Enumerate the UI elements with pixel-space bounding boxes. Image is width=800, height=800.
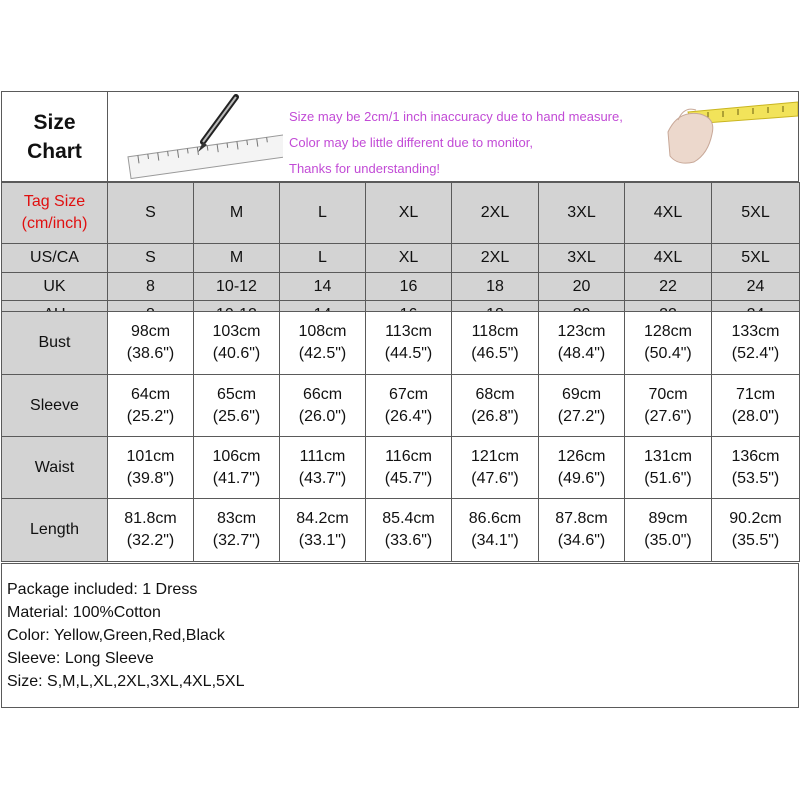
- measurement-cm: 101cm: [126, 448, 175, 465]
- measurement-cm: 85.4cm: [382, 510, 435, 527]
- row-label-text: Waist: [34, 459, 75, 476]
- measurement-cm: 106cm: [212, 448, 261, 465]
- measurement-inch: (42.5"): [298, 345, 347, 362]
- size-value: 22: [659, 278, 677, 295]
- size-value: M: [229, 249, 244, 266]
- measurement-cell: [279, 311, 366, 375]
- notice-line-2: Color may be little different due to monitor,: [289, 135, 533, 150]
- measurement-cm: 118cm: [471, 323, 519, 340]
- measurement-cell: [279, 498, 366, 562]
- product-info-box: [1, 563, 799, 708]
- measurement-cm: 126cm: [557, 448, 606, 465]
- info-sizes: Size: S,M,L,XL,2XL,3XL,4XL,5XL: [7, 673, 245, 690]
- size-value: XL: [398, 249, 419, 266]
- row-label-text: Sleeve: [30, 397, 79, 414]
- measurement-inch: (45.7"): [384, 470, 433, 487]
- measurement-inch: (49.6"): [557, 470, 606, 487]
- measurement-inch: (44.5"): [384, 345, 433, 362]
- size-cell: [711, 272, 800, 302]
- measurement-cm: 71cm: [735, 386, 776, 403]
- measurement-cell: [711, 498, 800, 562]
- measurement-cm: 103cm: [212, 323, 261, 340]
- size-cell: [538, 272, 625, 302]
- measurement-cell: [193, 374, 280, 438]
- measurement-cm: 65cm: [216, 386, 257, 403]
- size-value: 24: [746, 278, 765, 295]
- measurement-cell: [365, 498, 452, 562]
- size-value: 16: [399, 278, 418, 295]
- tag-size-value: S: [145, 204, 156, 221]
- measurement-inch: (27.2"): [557, 408, 606, 425]
- measurement-inch: (26.0"): [298, 408, 347, 425]
- tag-size-value: 4XL: [653, 204, 683, 221]
- tag-size-label: [1, 182, 108, 244]
- tag-size-value: XL: [398, 204, 419, 221]
- tag-size-cell: [451, 182, 539, 244]
- measurement-cm: 121cm: [470, 448, 520, 465]
- size-value: L: [318, 249, 327, 266]
- measurement-inch: (25.6"): [212, 408, 261, 425]
- measurement-cm: 84.2cm: [296, 510, 349, 527]
- size-cell: [711, 243, 800, 273]
- row-label-usca: [1, 243, 108, 273]
- row-label-waist: [1, 436, 108, 500]
- measurement-cm: 136cm: [731, 448, 780, 465]
- info-color: Color: Yellow,Green,Red,Black: [7, 627, 225, 644]
- measurement-cm: 123cm: [557, 323, 606, 340]
- measurement-cell: [624, 436, 712, 500]
- size-value: 20: [572, 278, 591, 295]
- size-chart-title: [1, 91, 108, 182]
- size-value: 14: [313, 278, 332, 295]
- tag-size-cell: [365, 182, 452, 244]
- measurement-cell: [365, 311, 452, 375]
- measurement-cm: 89cm: [648, 510, 688, 527]
- measurement-cm: 111cm: [299, 448, 346, 465]
- size-value: 2XL: [480, 249, 510, 266]
- size-cell: [451, 272, 539, 302]
- measurement-inch: (53.5"): [731, 470, 780, 487]
- size-cell: [107, 243, 194, 273]
- measurement-cell: [538, 436, 625, 500]
- measurement-inch: (34.1"): [471, 532, 519, 549]
- size-cell: [107, 272, 194, 302]
- size-value: 5XL: [741, 249, 770, 266]
- tag-size-value: 2XL: [480, 204, 510, 221]
- measurement-cm: 90.2cm: [729, 510, 782, 527]
- tag-size-label-line-2: (cm/inch): [21, 215, 88, 232]
- size-cell: [193, 272, 280, 302]
- measurement-cm: 66cm: [302, 386, 343, 403]
- size-cell: [538, 243, 625, 273]
- measurement-cm: 86.6cm: [468, 510, 522, 527]
- measurement-cell: [624, 498, 712, 562]
- measurement-inch: (43.7"): [298, 470, 347, 487]
- size-cell: [365, 272, 452, 302]
- notice-line-1: Size may be 2cm/1 inch inaccuracy due to hand measure,: [289, 109, 623, 124]
- measurement-inch: (48.4"): [557, 345, 606, 362]
- measurement-cm: 68cm: [475, 386, 515, 403]
- notice-line-3: Thanks for understanding!: [289, 161, 441, 176]
- row-label-uk: [1, 272, 108, 302]
- measurement-cell: [711, 436, 800, 500]
- measurement-cell: [624, 311, 712, 375]
- size-cell: [624, 243, 712, 273]
- measurement-inch: (26.8"): [471, 408, 519, 425]
- measurement-cell: [193, 498, 280, 562]
- measurement-cell: [279, 374, 366, 438]
- measurement-cm: 128cm: [643, 323, 693, 340]
- measurement-cell: [107, 436, 194, 500]
- measurement-cm: 98cm: [130, 323, 171, 340]
- info-sleeve: Sleeve: Long Sleeve: [7, 650, 154, 667]
- size-value: 10-12: [216, 278, 257, 295]
- measurement-cm: 87.8cm: [555, 510, 608, 527]
- measurement-cm: 83cm: [216, 510, 257, 527]
- measurement-cell: [279, 436, 366, 500]
- title-line-2: Chart: [27, 139, 82, 163]
- size-chart-table: [0, 91, 800, 708]
- measurement-inch: (34.6"): [557, 532, 606, 549]
- measurement-inch: (41.7"): [212, 470, 261, 487]
- tag-size-cell: [279, 182, 366, 244]
- tag-size-value: 5XL: [741, 204, 770, 221]
- measurement-cell: [193, 311, 280, 375]
- row-label-text: UK: [43, 278, 66, 295]
- measurement-cell: [107, 498, 194, 562]
- tag-size-value: M: [229, 204, 244, 221]
- size-cell: [365, 243, 452, 273]
- tag-size-cell: [711, 182, 800, 244]
- tag-size-cell: [193, 182, 280, 244]
- measurement-inch: (25.2"): [126, 408, 175, 425]
- measurement-cm: 113cm: [385, 323, 432, 340]
- size-value: 3XL: [567, 249, 596, 266]
- pen-ruler-icon: [108, 92, 283, 181]
- tag-size-value: 3XL: [567, 204, 596, 221]
- measurement-inch: (27.6"): [644, 408, 692, 425]
- row-label-text: Length: [30, 521, 79, 538]
- info-material: Material: 100%Cotton: [7, 604, 161, 621]
- row-label-sleeve: [1, 374, 108, 438]
- measurement-cm: 131cm: [643, 448, 693, 465]
- measurement-inch: (32.2"): [126, 532, 175, 549]
- measurement-inch: (33.6"): [384, 532, 433, 549]
- size-cell: [624, 272, 712, 302]
- size-cell: [193, 243, 280, 273]
- measurement-cm: 116cm: [385, 448, 432, 465]
- measurement-inch: (39.8"): [126, 470, 175, 487]
- measurement-cm: 108cm: [298, 323, 347, 340]
- measurement-inch: (35.0"): [644, 532, 692, 549]
- tag-size-cell: [107, 182, 194, 244]
- measurement-cell: [624, 374, 712, 438]
- measurement-inch: (52.4"): [731, 345, 780, 362]
- measurement-inch: (33.1"): [298, 532, 347, 549]
- row-label-text: US/CA: [30, 249, 79, 266]
- measurement-cell: [711, 374, 800, 438]
- title-line-1: Size: [33, 110, 76, 134]
- size-value: 18: [486, 278, 504, 295]
- measurement-cm: 70cm: [648, 386, 688, 403]
- measurement-inch: (35.5"): [731, 532, 780, 549]
- measurement-cell: [538, 311, 625, 375]
- measurement-cell: [711, 311, 800, 375]
- tag-size-cell: [538, 182, 625, 244]
- size-value: S: [145, 249, 156, 266]
- tag-size-cell: [624, 182, 712, 244]
- size-cell: [279, 243, 366, 273]
- measurement-cm: 133cm: [731, 323, 780, 340]
- size-cell: [279, 272, 366, 302]
- measurement-inch: (28.0"): [731, 408, 780, 425]
- measurement-cell: [365, 436, 452, 500]
- measurement-inch: (46.5"): [471, 345, 519, 362]
- row-label-length: [1, 498, 108, 562]
- measurement-cell: [451, 498, 539, 562]
- measurement-cell: [451, 374, 539, 438]
- measurement-cm: 67cm: [388, 386, 429, 403]
- measurement-inch: (32.7"): [212, 532, 261, 549]
- size-value: 4XL: [653, 249, 683, 266]
- measurement-inch: (38.6"): [126, 345, 175, 362]
- measurement-cm: 81.8cm: [124, 510, 177, 527]
- size-cell: [451, 243, 539, 273]
- measurement-inch: (51.6"): [644, 470, 692, 487]
- measurement-cell: [451, 311, 539, 375]
- tag-size-label-line-1: Tag Size: [23, 193, 86, 210]
- row-label-bust: [1, 311, 108, 375]
- measurement-cell: [193, 436, 280, 500]
- size-value: 8: [146, 278, 155, 295]
- measurement-cell: [365, 374, 452, 438]
- measurement-cell: [538, 498, 625, 562]
- row-label-text: Bust: [38, 334, 71, 351]
- measurement-inch: (40.6"): [212, 345, 261, 362]
- tag-size-value: L: [318, 204, 327, 221]
- measurement-cell: [107, 311, 194, 375]
- measurement-cell: [107, 374, 194, 438]
- measurement-cell: [451, 436, 539, 500]
- measurement-inch: (26.4"): [384, 408, 433, 425]
- measurement-inch: (47.6"): [471, 470, 519, 487]
- measurement-inch: (50.4"): [644, 345, 692, 362]
- info-package: Package included: 1 Dress: [7, 581, 198, 598]
- measurement-cell: [538, 374, 625, 438]
- measurement-cm: 69cm: [561, 386, 602, 403]
- measuring-tape-icon: [648, 92, 798, 181]
- notice-panel: [107, 91, 799, 182]
- measurement-cm: 64cm: [130, 386, 171, 403]
